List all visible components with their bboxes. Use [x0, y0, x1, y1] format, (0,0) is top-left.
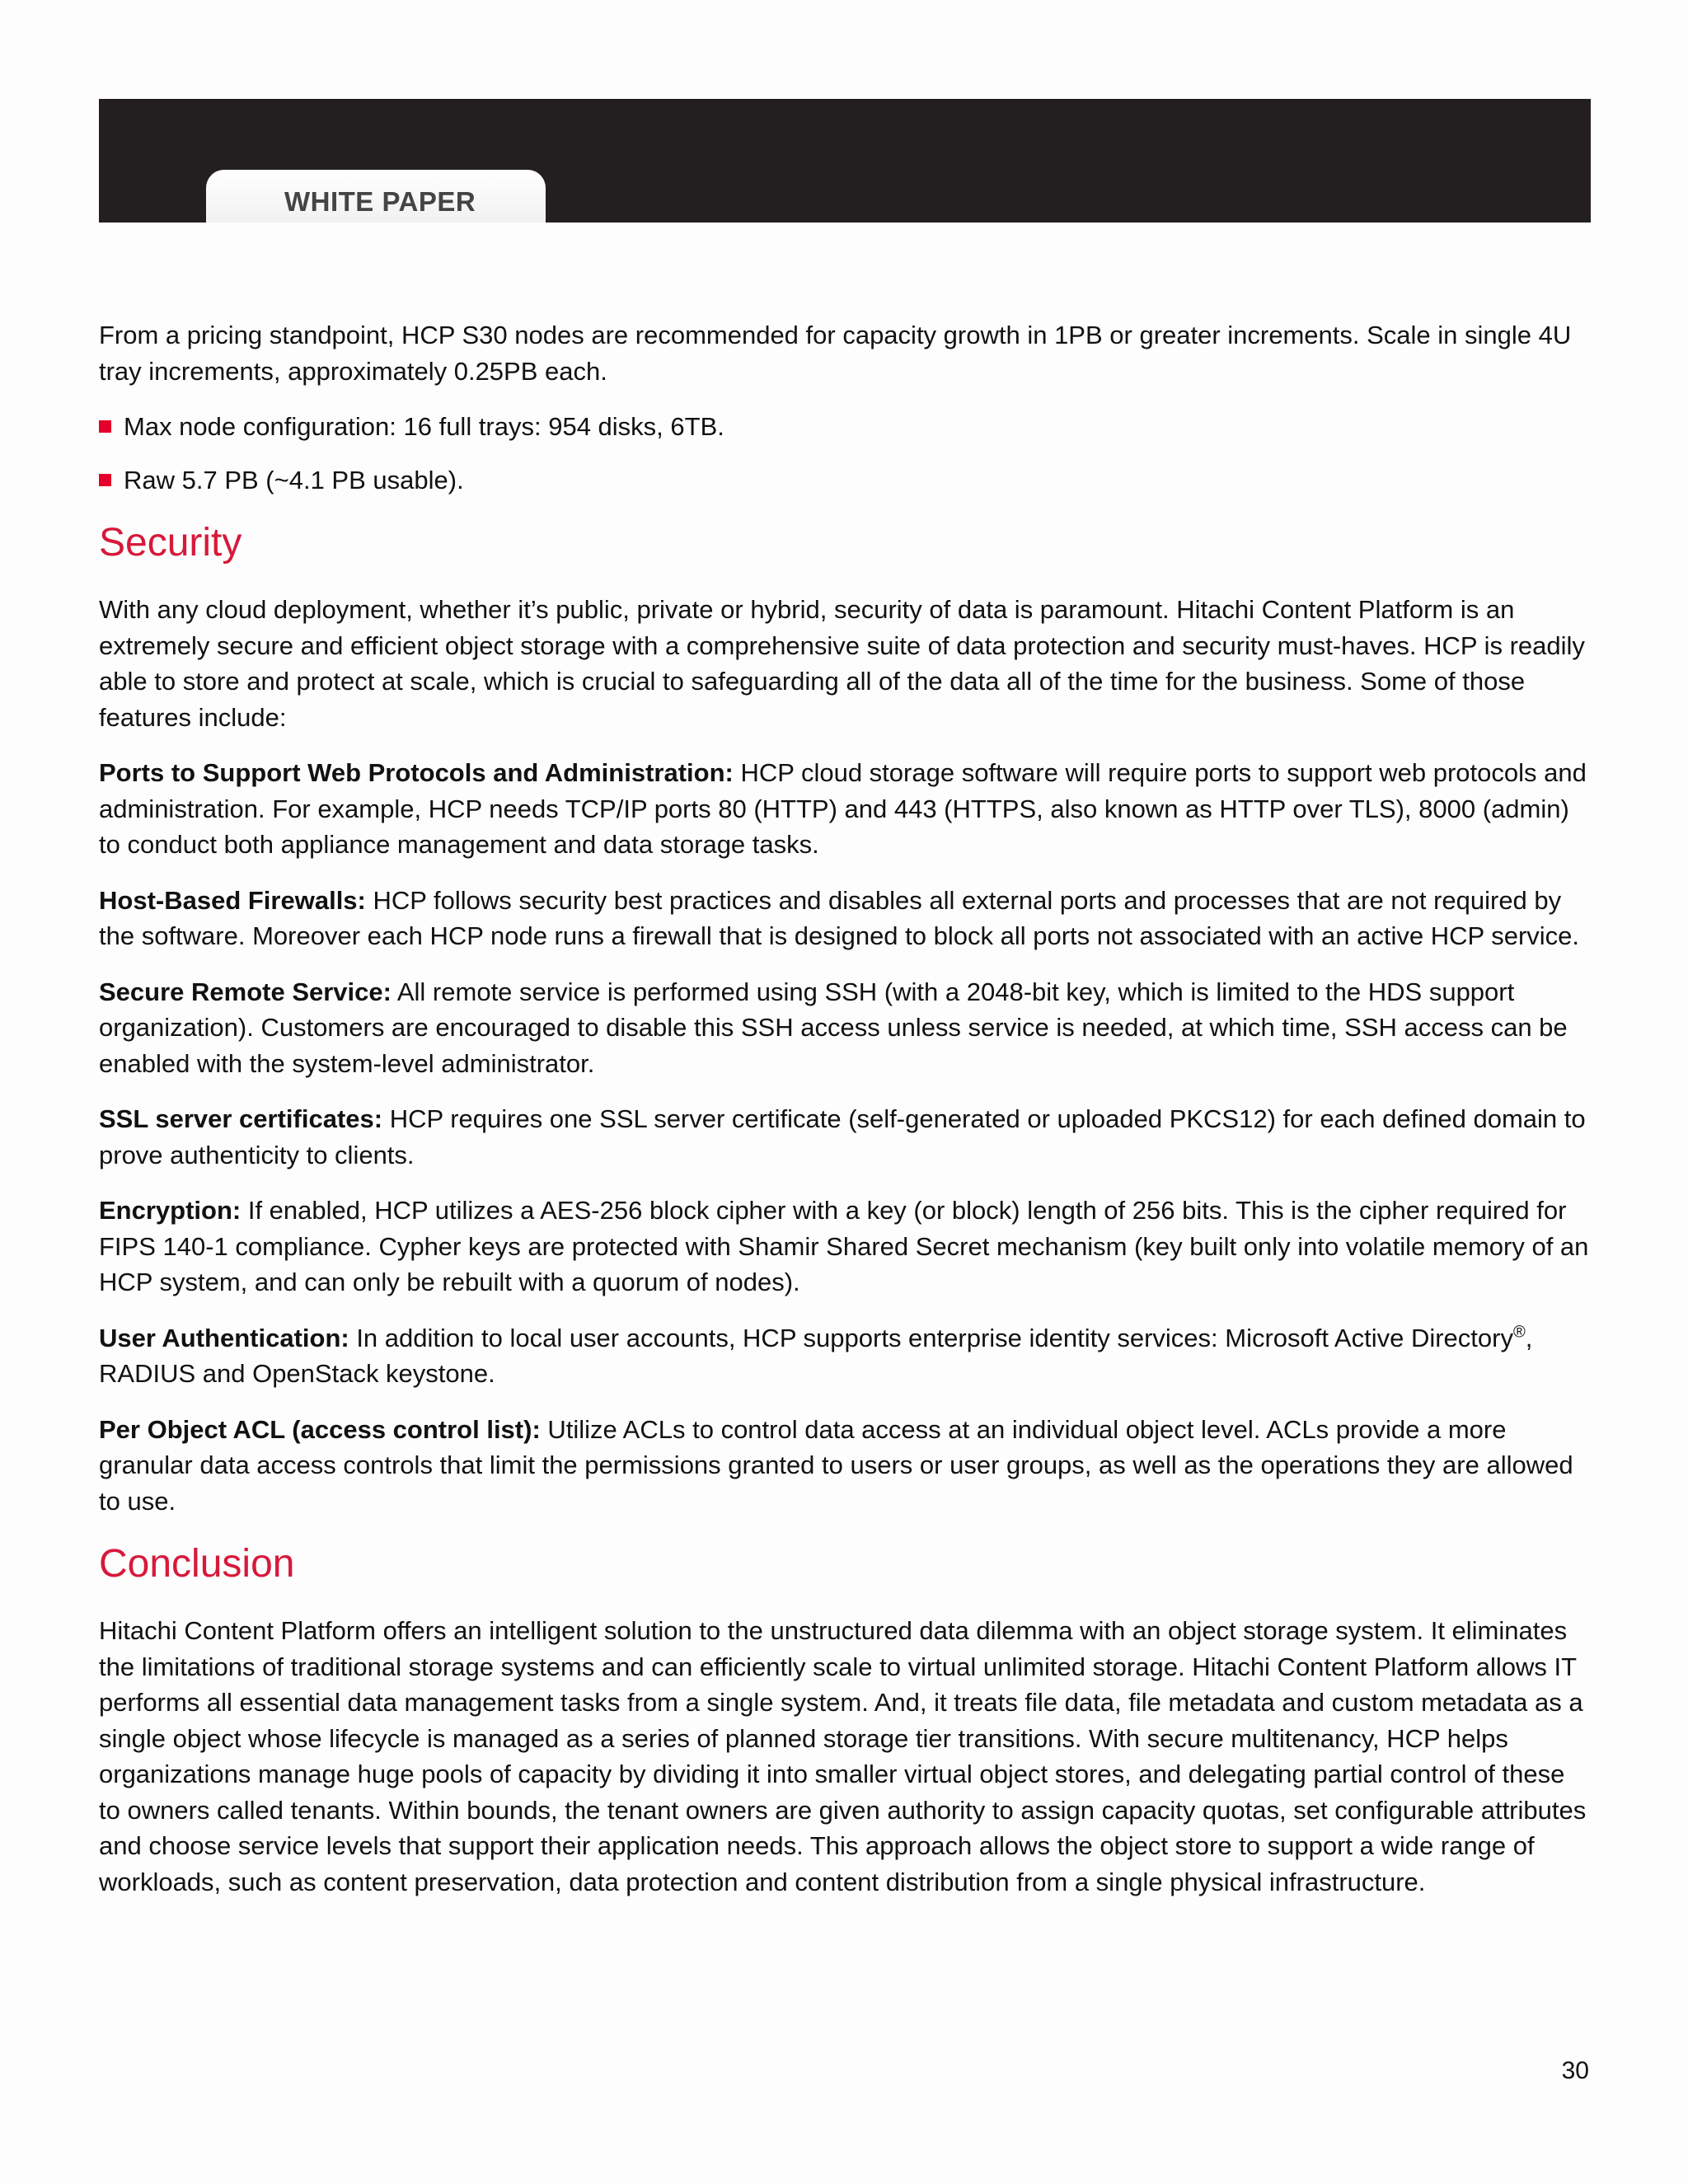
feature-text: HCP cloud storage software will require ports to support web protocols and administration. For example, HCP needs TCP/IP ports 80 (HTTP) and 443 (HTTPS, also known as HTTP over TLS), 8000 (admin) to conduct both appliance management and data storage tasks. — [99, 758, 1587, 859]
feature-text: In addition to local user accounts, HCP supports enterprise identity services: Microsoft Active Directory — [349, 1323, 1513, 1352]
feature-term: Encryption: — [99, 1196, 241, 1225]
feature-acl — [99, 1412, 1591, 1520]
feature-firewalls — [99, 883, 1591, 954]
feature-user-auth — [99, 1320, 1591, 1392]
feature-text: Utilize ACLs to control data access at an individual object level. ACLs provide a more granular data access controls that limit the permissions granted to users or user groups, as well as the operations they are allowed to use. — [99, 1414, 1573, 1516]
feature-encryption — [99, 1193, 1591, 1301]
feature-text: All remote service is performed using SSH (with a 2048-bit key, which is limited to the HDS support organization). Customers are encouraged to disable this SSH access unless service is needed, at which time, SSH access can be enabled with the system-level administrator. — [99, 977, 1568, 1078]
conclusion-heading: Conclusion — [99, 1542, 295, 1586]
square-bullet-icon — [99, 474, 111, 486]
feature-term: Secure Remote Service: — [99, 977, 392, 1006]
feature-term: Host-Based Firewalls: — [99, 885, 366, 915]
security-intro: With any cloud deployment, whether it’s public, private or hybrid, security of data is paramount. Hitachi Content Platform is an extremely secure and efficient object storage with a comprehensive suite of data protection and security must-haves. HCP is readily able to store and protect at scale, which is crucial to safeguarding all of the data all of the time for the business. Some of those features include: — [99, 595, 1585, 732]
white-paper-label: WHITE PAPER — [284, 186, 476, 217]
feature-ports — [99, 755, 1591, 863]
feature-term: Per Object ACL (access control list): — [99, 1414, 541, 1444]
conclusion-paragraph: Hitachi Content Platform offers an intelligent solution to the unstructured data dilemma with an object storage system. It eliminates the limitations of traditional storage systems and can efficiently scale to virtual unlimited storage. Hitachi Content Platform allows IT performs all essential data management tasks from a single system. And, it treats file data, file metadata and custom metadata as a single object whose lifecycle is managed as a series of planned storage tier transitions. With secure multitenancy, HCP helps organizations manage huge pools of capacity by dividing it into smaller virtual object stores, and delegating partial control of these to owners called tenants. Within bounds, the tenant owners are given authority to assign capacity quotas, set configurable attributes and choose service levels that support their application needs. This approach allows the object store to support a wide range of workloads, such as content preservation, data protection and content distribution from a single physical infrastructure. — [99, 1616, 1587, 1896]
security-heading: Security — [99, 521, 242, 565]
feature-text-after: , RADIUS and OpenStack keystone. — [99, 1323, 1533, 1388]
registered-mark: ® — [1512, 1323, 1526, 1342]
page-number: 30 — [1561, 2057, 1589, 2084]
feature-text: HCP follows security best practices and disables all external ports and processes that are not required by the software. Moreover each HCP node runs a firewall that is designed to block all ports not associated with an active HCP service. — [99, 885, 1580, 950]
feature-term: User Authentication: — [99, 1323, 349, 1352]
feature-text: If enabled, HCP utilizes a AES-256 block cipher with a key (or block) length of 256 bits. This is the cipher required for FIPS 140-1 compliance. Cypher keys are protected with Shamir Shared Secret mechanism (key built only into volatile memory of an HCP system, and can only be rebuilt with a quorum of nodes). — [99, 1196, 1589, 1296]
bullet-item — [99, 462, 1591, 499]
bullet-text: Max node configuration: 16 full trays: 954 disks, 6TB. — [124, 412, 724, 441]
feature-term: SSL server certificates: — [99, 1104, 383, 1133]
feature-term: Ports to Support Web Protocols and Administration: — [99, 758, 734, 787]
spec-bullet-list — [99, 409, 1591, 498]
bullet-text: Raw 5.7 PB (~4.1 PB usable). — [124, 465, 464, 494]
intro-paragraph: From a pricing standpoint, HCP S30 nodes are recommended for capacity growth in 1PB or greater increments. Scale in single 4U tray increments, approximately 0.25PB each. — [99, 321, 1572, 386]
feature-ssl — [99, 1101, 1591, 1173]
feature-text: HCP requires one SSL server certificate (self-generated or uploaded PKCS12) for each defined domain to prove authenticity to clients. — [99, 1104, 1586, 1169]
bullet-item — [99, 409, 1591, 445]
feature-remote-service — [99, 974, 1591, 1082]
white-paper-tab — [206, 170, 546, 223]
page-content — [99, 317, 1591, 1919]
square-bullet-icon — [99, 420, 111, 433]
